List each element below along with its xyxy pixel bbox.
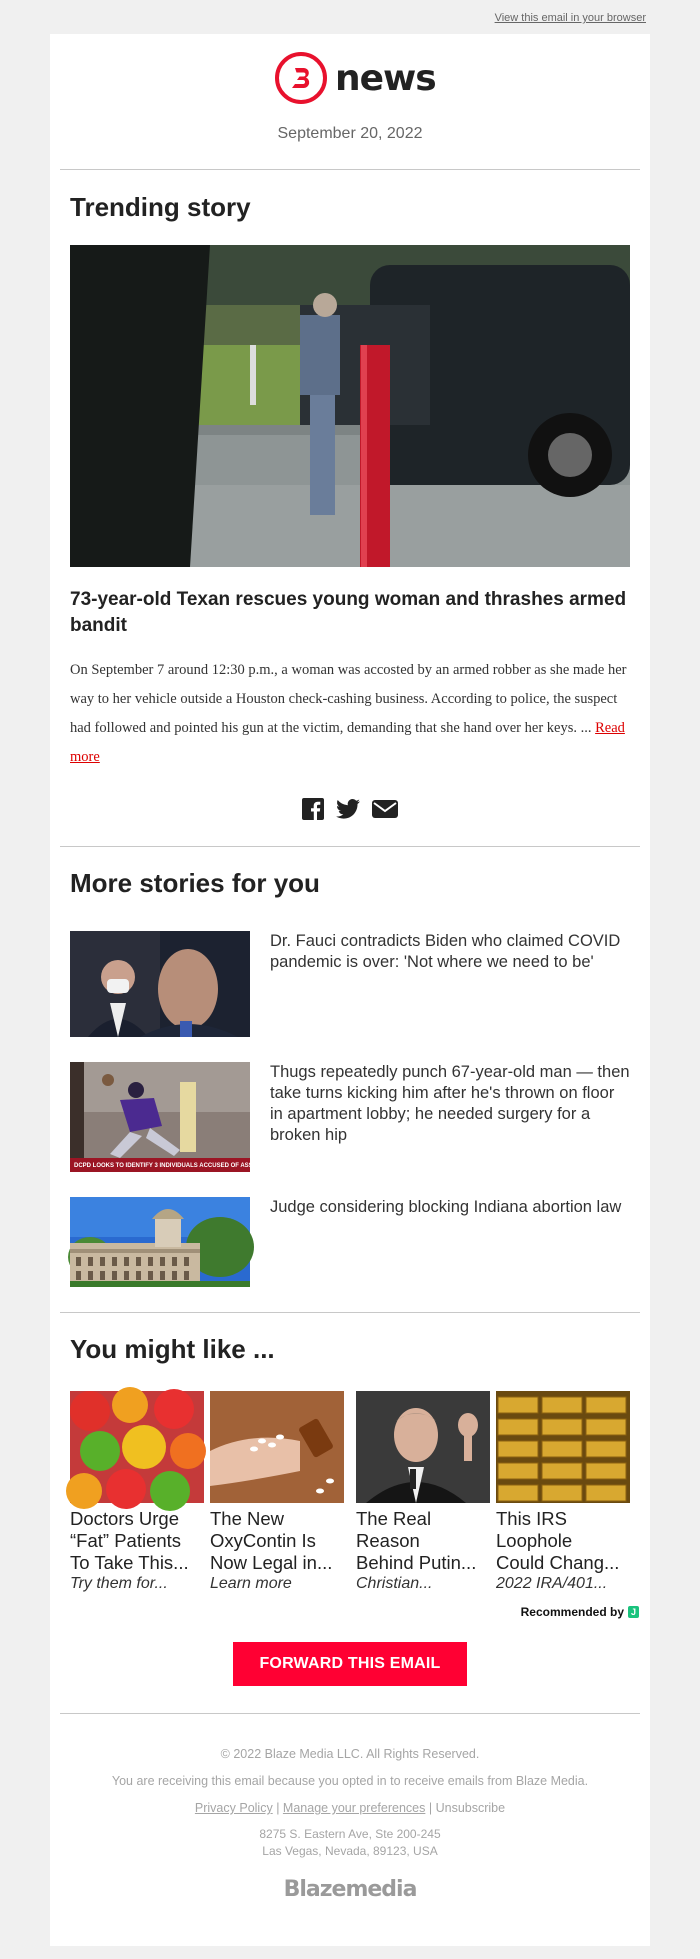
story-item[interactable] (70, 1197, 630, 1307)
jeeng-logo-icon: J (628, 1606, 639, 1618)
recommended-item[interactable] (496, 1391, 630, 1593)
recommended-subtitle: Try them for... (70, 1575, 168, 1592)
story-thumbnail[interactable] (70, 1197, 250, 1287)
email-icon[interactable] (372, 798, 398, 825)
twitter-icon[interactable] (336, 798, 360, 825)
story-thumbnail[interactable] (70, 931, 250, 1037)
footer-address-line1: 8275 S. Eastern Ave, Ste 200-245 (259, 1827, 441, 1841)
recommended-item[interactable] (70, 1391, 204, 1593)
story-thumbnail[interactable] (70, 1062, 295, 1169)
divider (60, 846, 640, 847)
recommended-image[interactable] (356, 1391, 490, 1503)
recommended-image[interactable] (70, 1391, 204, 1503)
trending-excerpt-text: On September 7 around 12:30 p.m., a woman was accosted by an armed robber as she made her way to her vehicle outside a Houston check-cashing business. According to police, the suspect had followed and pointed his gun at the victim, demanding that she hand over her keys. ... (70, 662, 627, 736)
recommended-image[interactable] (496, 1391, 630, 1503)
footer-separator: | (428, 1801, 433, 1815)
footer-separator: | (276, 1801, 280, 1815)
story-item[interactable] (70, 1062, 630, 1172)
blaze-media-logo[interactable]: Blazemedia (283, 1877, 417, 1902)
privacy-policy-link[interactable]: Privacy Policy (194, 1801, 273, 1815)
logo-wordmark: news (335, 57, 436, 99)
footer-address-line2: Las Vegas, Nevada, 89123, USA (262, 1844, 438, 1858)
story-item[interactable] (70, 931, 630, 1041)
recommended-title[interactable]: The New OxyContin Is Now Legal in... (210, 1508, 333, 1573)
recommended-title[interactable]: The Real Reason Behind Putin... (356, 1508, 477, 1573)
email-card (50, 34, 650, 1946)
footer-links (50, 1801, 650, 1815)
more-stories-section-title: More stories for you (70, 868, 320, 898)
manage-preferences-link[interactable]: Manage your preferences (282, 1801, 426, 1815)
footer-notice: You are receiving this email because you opted in to receive emails from Blaze Media. (111, 1774, 589, 1788)
divider (60, 1312, 640, 1313)
recommended-title[interactable]: This IRS Loophole Could Chang... (496, 1508, 620, 1573)
unsubscribe-link[interactable]: Unsubscribe (435, 1801, 506, 1815)
issue-date: September 20, 2022 (277, 125, 423, 142)
trending-excerpt (70, 656, 630, 772)
forward-email-button[interactable]: FORWARD THIS EMAIL (233, 1642, 467, 1686)
trending-story-image[interactable] (70, 245, 630, 567)
trending-section-title: Trending story (70, 192, 251, 222)
divider (60, 169, 640, 170)
you-might-like-section-title: You might like ... (70, 1334, 275, 1364)
recommended-item[interactable] (210, 1391, 344, 1593)
story-title[interactable]: Judge considering blocking Indiana abortion law (270, 1198, 622, 1216)
recommended-item[interactable] (356, 1391, 490, 1593)
view-in-browser-link[interactable]: View this email in your browser (494, 12, 646, 24)
story-title[interactable]: Dr. Fauci contradicts Biden who claimed COVID pandemic is over: 'Not where we need to be' (270, 932, 621, 971)
thumbnail-caption: DCPD LOOKS TO IDENTIFY 3 INDIVIDUALS ACCUSED OF ASSAULTING MAN (74, 1163, 295, 1169)
read-more-link[interactable]: Read more (70, 720, 625, 765)
recommended-title[interactable]: Doctors Urge “Fat” Patients To Take This... (70, 1508, 189, 1573)
recommended-subtitle: Christian... (356, 1575, 433, 1592)
trending-headline[interactable]: 73-year-old Texan rescues young woman and thrashes armed bandit (70, 589, 627, 636)
share-icons (302, 798, 398, 825)
recommended-subtitle: 2022 IRA/401... (496, 1575, 608, 1592)
divider (60, 1713, 640, 1714)
recommended-image[interactable] (210, 1391, 344, 1503)
recommended-subtitle: Learn more (210, 1575, 292, 1592)
blaze-b-icon (275, 52, 327, 104)
blaze-news-logo[interactable] (275, 52, 436, 104)
story-title[interactable]: Thugs repeatedly punch 67-year-old man — then take turns kicking him after he's thrown on floor in apartment lobby; he needed surgery for a broken hip (270, 1063, 630, 1144)
recommended-by-label: Recommended by (520, 1605, 624, 1619)
footer-copyright: © 2022 Blaze Media LLC. All Rights Reserved. (220, 1747, 480, 1761)
recommended-by[interactable] (521, 1605, 639, 1619)
facebook-icon[interactable] (302, 798, 324, 825)
